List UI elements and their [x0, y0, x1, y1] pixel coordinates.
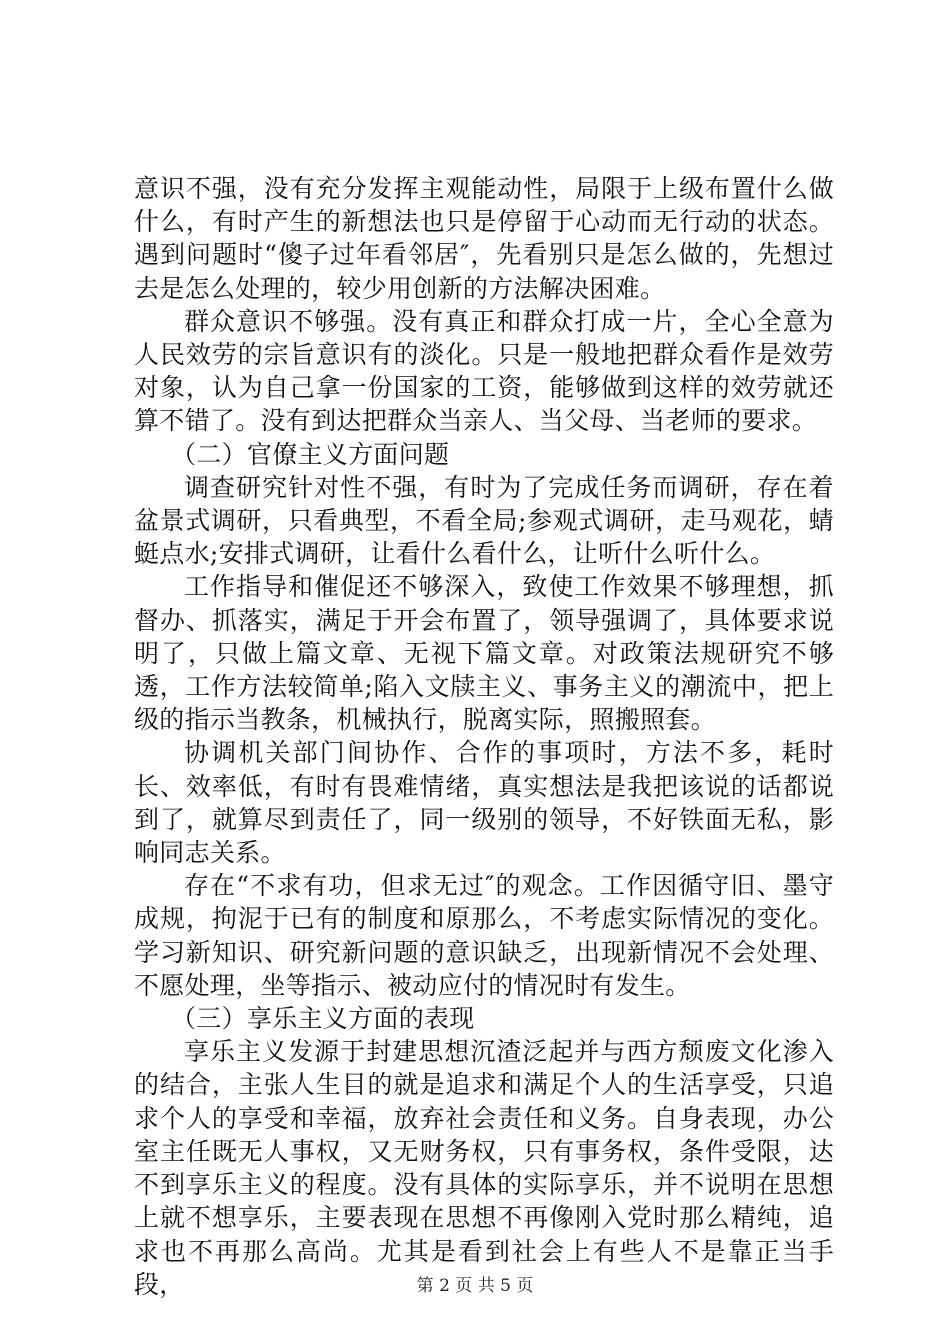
paragraph-guidance: 工作指导和催促还不够深入，致使工作效果不够理想，抓督办、抓落实，满足于开会布置了，领导强调了，具体要求说明了，只做上篇文章、无视下篇文章。对政策法规研究不够透，工作方法较简单;陷入文牍主义、事务主义的潮流中，把上级的指示当教条，机械执行，脱离实际，照搬照套。 [134, 572, 834, 735]
paragraph-hedonism: 享乐主义发源于封建思想沉渣泛起并与西方颓废文化渗入的结合，主张人生目的就是追求和满足个人的生活享受，只追求个人的享受和幸福，放弃社会责任和义务。自身表现，办公室主任既无人事权，又无财务权，只有事务权，条件受限，达不到享乐主义的程度。没有具体的实际享乐，并不说明在思想上就不想享乐，主要表现在思想不再像刚入党时那么精纯，追求也不再那么高尚。尤其是看到社会上有些人不是靠正当手段， [134, 1037, 834, 1299]
paragraph-conservatism: 存在“不求有功，但求无过″的观念。工作因循守旧、墨守成规，拘泥于已有的制度和原那么，不考虑实际情况的变化。学习新知识、研究新问题的意识缺乏，出现新情况不会处理、不愿处理，坐等指示、被动应付的情况时有发生。 [134, 871, 834, 1000]
page-number-footer: 第 2 页 共 5 页 [416, 1276, 534, 1296]
paragraph-continuation: 意识不强，没有充分发挥主观能动性，局限于上级布置什么做什么，有时产生的新想法也只是停留于心动而无行动的状态。遇到问题时“傻子过年看邻居″，先看别只是怎么做的，先想过去是怎么处理的，较少用创新的方法解决困难。 [134, 174, 834, 303]
document-body [134, 172, 834, 1301]
paragraph-mass-awareness: 群众意识不够强。没有真正和群众打成一片，全心全意为人民效劳的宗旨意识有的淡化。只是一般地把群众看作是效劳对象，认为自己拿一份国家的工资，能够做到这样的效劳就还算不错了。没有到达把群众当亲人、当父母、当老师的要求。 [134, 306, 834, 436]
paragraph-coordination: 协调机关部门间协作、合作的事项时，方法不多，耗时长、效率低，有时有畏难情绪，真实想法是我把该说的话都说到了，就算尽到责任了，同一级别的领导，不好铁面无私，影响同志关系。 [134, 738, 834, 868]
section-heading-hedonism: （三）享乐主义方面的表现 [171, 1004, 475, 1034]
paragraph-research: 调查研究针对性不强，有时为了完成任务而调研，存在着盆景式调研，只看典型，不看全局;参观式调研，走马观花，蜻蜓点水;安排式调研，让看什么看什么，让听什么听什么。 [134, 472, 834, 569]
section-heading-bureaucratism: （二）官僚主义方面问题 [171, 439, 450, 469]
